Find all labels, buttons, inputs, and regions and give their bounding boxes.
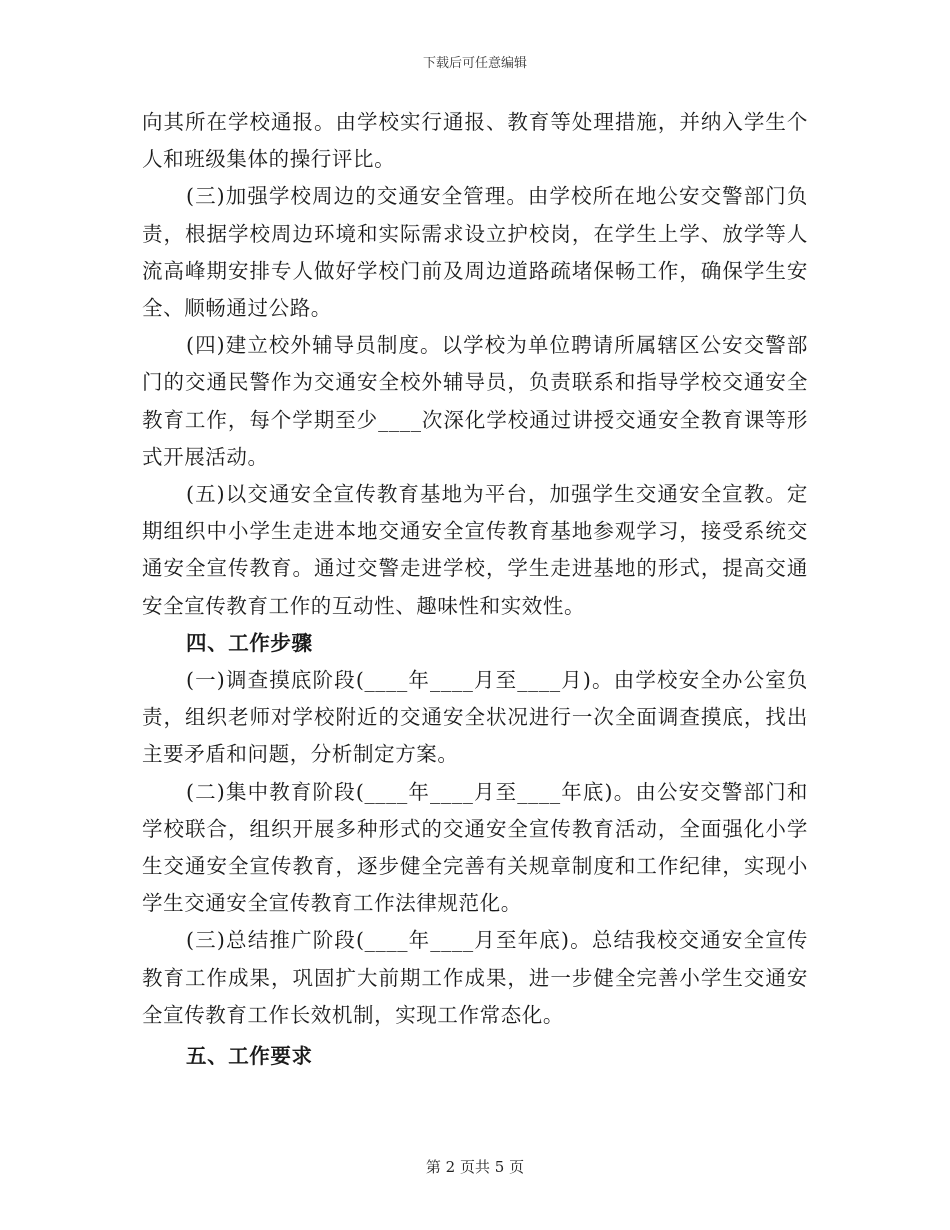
- page-footer: 第 2 页共 5 页: [425, 1158, 525, 1176]
- section-heading-5: 五、工作要求: [186, 1044, 313, 1069]
- paragraph-item-3: (三)加强学校周边的交通安全管理。由学校所在地公安交警部门负责，根据学校周边环境和实际需求设立护校岗，在学生上学、放学等人流高峰期安排专人做好学校门前及周边道路疏堵保畅工作，确保学生安全、顺畅通过公路。: [142, 184, 808, 321]
- page-header: 下载后可任意编辑: [422, 56, 527, 71]
- paragraph-continuation: 向其所在学校通报。由学校实行通报、教育等处理措施，并纳入学生个人和班级集体的操行评比。: [142, 110, 808, 172]
- paragraph-step-3: (三)总结推广阶段(____年____月至年底)。总结我校交通安全宣传教育工作成果，巩固扩大前期工作成果，进一步健全完善小学生交通安全宣传教育工作长效机制，实现工作常态化。: [142, 928, 808, 1027]
- paragraph-item-5: (五)以交通安全宣传教育基地为平台，加强学生交通安全宣教。定期组织中小学生走进本地交通安全宣传教育基地参观学习，接受系统交通安全宣传教育。通过交警走进学校，学生走进基地的形式，提高交通安全宣传教育工作的互动性、趣味性和实效性。: [142, 482, 808, 618]
- section-heading-4: 四、工作步骤: [186, 630, 313, 655]
- paragraph-item-4: (四)建立校外辅导员制度。以学校为单位聘请所属辖区公安交警部门的交通民警作为交通安全校外辅导员，负责联系和指导学校交通安全教育工作，每个学期至少____次深化学校通过讲授交通安全教育课等形式开展活动。: [142, 333, 808, 469]
- paragraph-step-1: (一)调查摸底阶段(____年____月至____月)。由学校安全办公室负责，组织老师对学校附近的交通安全状况进行一次全面调查摸底，找出主要矛盾和问题，分析制定方案。: [142, 668, 808, 767]
- paragraph-step-2: (二)集中教育阶段(____年____月至____年底)。由公安交警部门和学校联合，组织开展多种形式的交通安全宣传教育活动，全面强化小学生交通安全宣传教育，逐步健全完善有关规章制度和工作纪律，实现小学生交通安全宣传教育工作法律规范化。: [142, 779, 808, 916]
- document-body: [142, 104, 808, 1075]
